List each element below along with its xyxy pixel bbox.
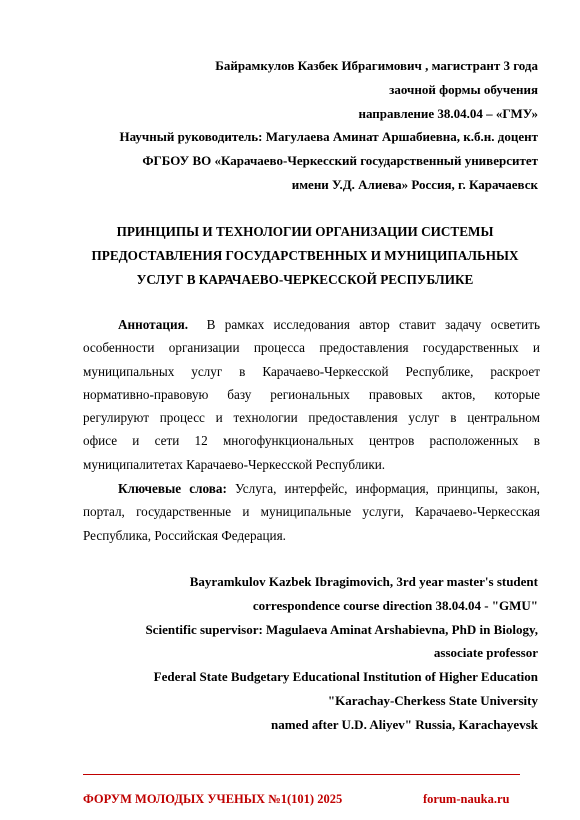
author-en-line: correspondence course direction 38.04.04 - "GMU"	[252, 597, 538, 613]
author-info-ru	[119, 54, 538, 197]
abstract-text: муниципальных услуг в Карачаево-Черкесской Республике, раскроет	[83, 363, 540, 379]
abstract-label: Аннотация.	[118, 317, 189, 332]
abstract-text: регулируют процесс и технологии предоставления услуг в центральном	[83, 410, 540, 426]
author-en-line: associate professor	[433, 645, 538, 661]
author-en-line: named after U.D. Aliyev" Russia, Karachayevsk	[271, 716, 538, 732]
author-en-line: "Karachay-Cherkess State University	[327, 692, 538, 708]
author-info-en	[145, 570, 538, 737]
author-en-line: Scientific supervisor: Magulaeva Aminat Arshabievna, PhD in Biology,	[145, 621, 538, 637]
abstract-text: нормативно-правовую базу региональных правовых актов, которые	[83, 386, 540, 402]
author-ru-line: направление 38.04.04 – «ГМУ»	[358, 105, 538, 121]
footer-journal: ФОРУМ МОЛОДЫХ УЧЕНЫХ №1(101) 2025	[83, 792, 343, 806]
author-en-line: Federal State Budgetary Educational Institution of Higher Education	[153, 669, 538, 685]
abstract-text: особенности организации процесса предоставления государственных и	[83, 340, 540, 356]
author-ru-line: имени У.Д. Алиева» Россия, г. Карачаевск	[291, 176, 538, 192]
title-line: УСЛУГ В КАРАЧАЕВО-ЧЕРКЕССКОЙ РЕСПУБЛИКЕ	[136, 272, 474, 287]
author-ru-line: Научный руководитель: Магулаева Аминат Аршабиевна, к.б.н. доцент	[119, 129, 538, 145]
keywords-paragraph	[83, 477, 540, 547]
keywords-text: Услуга, интерфейс, информация, принципы, закон,	[235, 481, 540, 496]
author-ru-line: заочной формы обучения	[389, 81, 538, 97]
abstract-text: В рамках исследования автор ставит задачу осветить	[206, 317, 541, 332]
author-en-line: Bayramkulov Kazbek Ibragimovich, 3rd year master's student	[189, 574, 538, 589]
abstract-text: муниципалитетах Карачаево-Черкесской Республики.	[83, 456, 386, 472]
keywords-label: Ключевые слова:	[118, 481, 227, 496]
abstract-text: офисе и сети 12 многофункциональных центров расположенных в	[83, 433, 540, 449]
abstract-paragraph	[83, 313, 540, 476]
keywords-text: портал, государственные и муниципальные услуги, Карачаево-Черкесская	[83, 504, 540, 520]
title-line: ПРИНЦИПЫ И ТЕХНОЛОГИИ ОРГАНИЗАЦИИ СИСТЕМЫ	[116, 224, 494, 239]
title-line: ПРЕДОСТАВЛЕНИЯ ГОСУДАРСТВЕННЫХ И МУНИЦИПАЛЬНЫХ	[91, 248, 519, 263]
footer-divider	[83, 774, 520, 775]
keywords-text: Республика, Российская Федерация.	[83, 527, 286, 543]
author-ru-line: ФГБОУ ВО «Карачаево-Черкесский государственный университет	[142, 153, 538, 169]
author-ru-line: Байрамкулов Казбек Ибрагимович , магистрант 3 года	[215, 58, 538, 73]
footer-site-link[interactable]: forum-nauka.ru	[423, 792, 510, 806]
article-title	[70, 220, 540, 292]
